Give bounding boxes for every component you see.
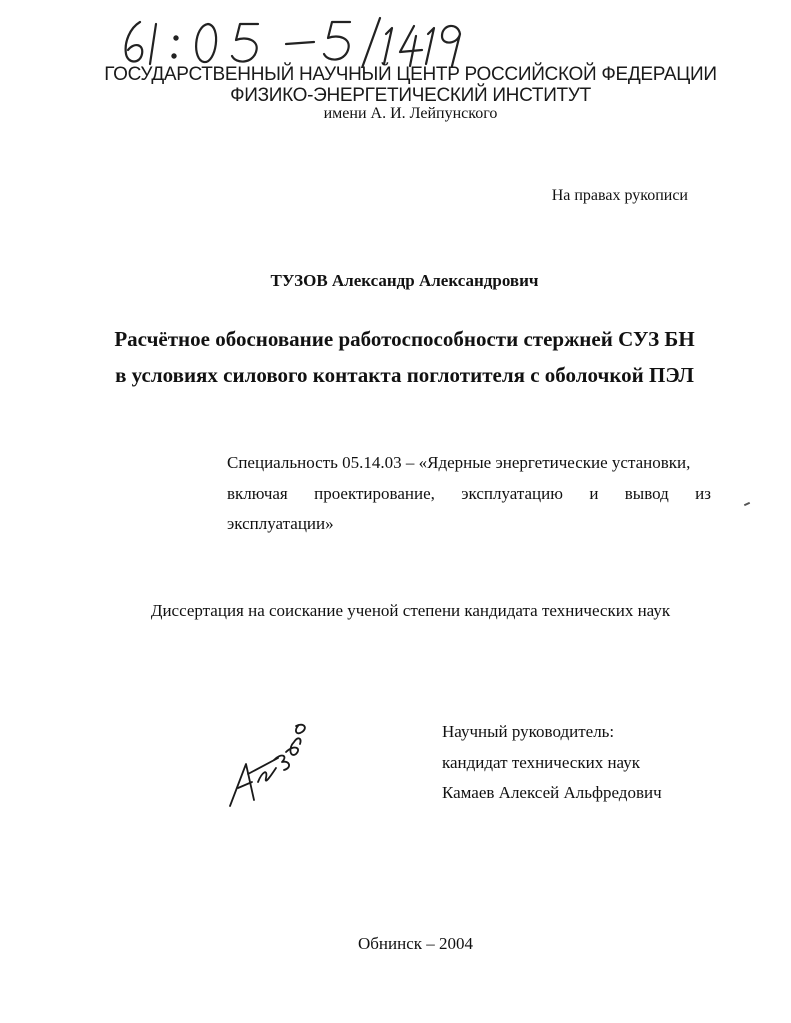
org-name-line-2: ФИЗИКО-ЭНЕРГЕТИЧЕСКИЙ ИНСТИТУТ (230, 85, 591, 106)
city-year: Обнинск – 2004 (357, 934, 474, 953)
degree-statement: Диссертация на соискание ученой степени кандидата технических наук (150, 601, 671, 620)
supervisor-name: Камаев Алексей Альфредович (442, 783, 662, 802)
thesis-title-line-2: в условиях силового контакта поглотителя с оболочкой ПЭЛ (115, 363, 694, 387)
specialty-word: включая (227, 484, 288, 503)
thesis-title-line-1: Расчётное обоснование работоспособности стержней СУЗ БН (114, 327, 695, 351)
supervisor-label: Научный руководитель: (442, 722, 615, 741)
signature-image (218, 718, 310, 810)
org-name-line-1: ГОСУДАРСТВЕННЫЙ НАУЧНЫЙ ЦЕНТР РОССИЙСКОЙ ФЕДЕРАЦИИ (104, 64, 717, 85)
specialty-line-2 (227, 484, 711, 504)
scan-speck (744, 502, 750, 506)
rights-note: На правах рукописи (551, 187, 688, 204)
specialty-line-3: эксплуатации» (227, 514, 334, 533)
supervisor-degree: кандидат технических наук (442, 753, 640, 772)
specialty-word: вывод (624, 484, 669, 503)
org-name-line-3: имени А. И. Лейпунского (323, 105, 498, 122)
specialty-line-1: Специальность 05.14.03 – «Ядерные энергетические установки, (227, 453, 691, 472)
specialty-word: из (695, 484, 711, 503)
archive-stamp (118, 14, 468, 68)
specialty-word: проектирование, (314, 484, 435, 503)
specialty-word: эксплуатацию (461, 484, 563, 503)
specialty-word: и (589, 484, 599, 503)
author-name: ТУЗОВ Александр Александрович (270, 271, 539, 290)
